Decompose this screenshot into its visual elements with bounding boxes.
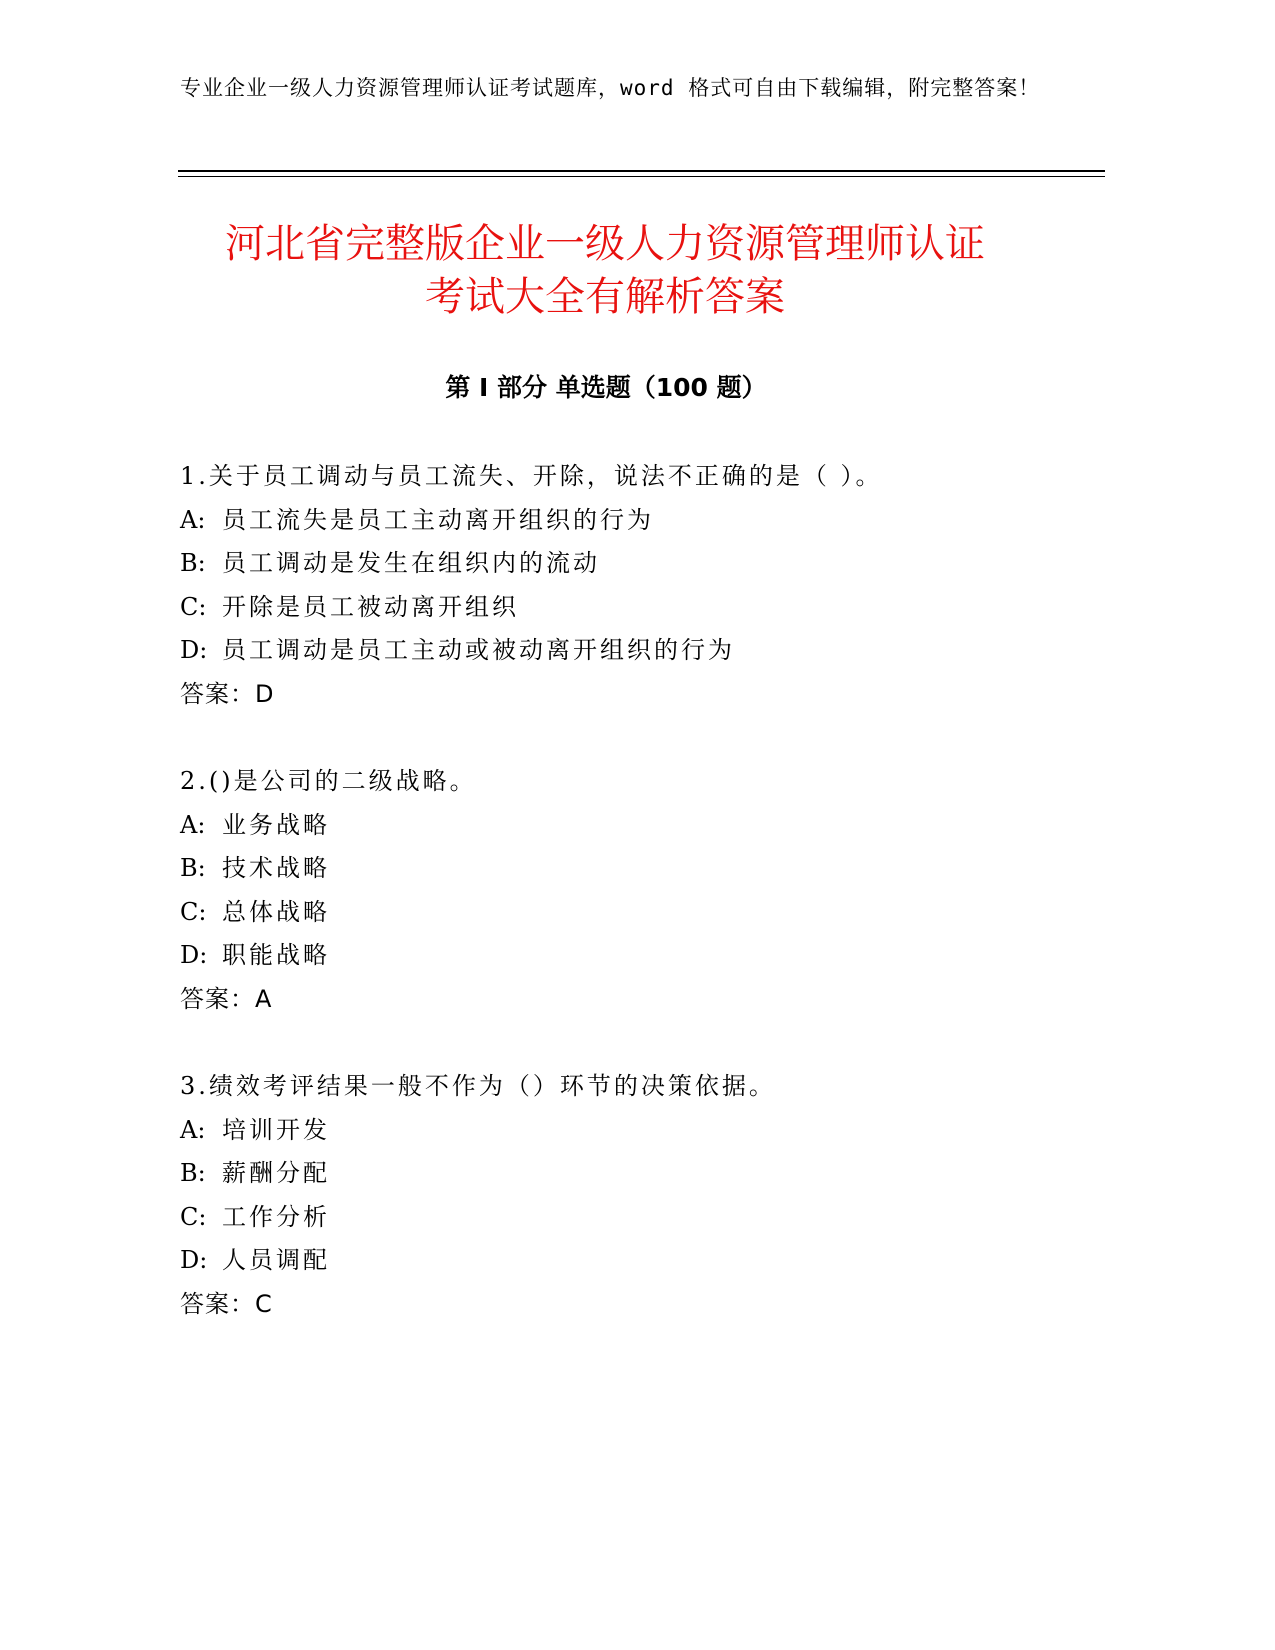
option-text: 技术战略 (222, 854, 330, 883)
option-c (180, 586, 1080, 630)
option-label: B: (180, 1159, 206, 1188)
header-note: 专业企业一级人力资源管理师认证考试题库，word 格式可自由下载编辑，附完整答案！ (180, 76, 1041, 100)
answer-prefix: 答案： (180, 984, 255, 1013)
option-text: 工作分析 (222, 1202, 330, 1231)
question-stem: 1.关于员工调动与员工流失、开除，说法不正确的是（ ）。 (180, 462, 883, 490)
option-b (180, 1152, 1080, 1196)
option-text: 员工流失是员工主动离开组织的行为 (222, 505, 654, 534)
option-c (180, 1196, 1080, 1240)
question-2 (180, 760, 1080, 1022)
answer-line (180, 1283, 1080, 1327)
option-a (180, 804, 1080, 848)
answer-prefix: 答案： (180, 1289, 255, 1318)
option-label: A: (180, 810, 206, 839)
option-a (180, 499, 1080, 543)
option-label: C: (180, 1202, 207, 1231)
header-divider-thin (178, 176, 1105, 177)
section-title: 第 I 部分 单选题（100 题） (445, 373, 767, 402)
answer-line (180, 978, 1080, 1022)
option-text: 人员调配 (222, 1246, 330, 1275)
option-text: 总体战略 (222, 897, 330, 926)
option-label: C: (180, 592, 207, 621)
option-label: D: (180, 636, 208, 665)
option-c (180, 891, 1080, 935)
option-text: 职能战略 (222, 941, 330, 970)
header-divider-thick (178, 170, 1105, 172)
option-text: 业务战略 (222, 810, 330, 839)
option-b (180, 542, 1080, 586)
option-label: D: (180, 1246, 208, 1275)
answer-prefix: 答案： (180, 679, 255, 708)
option-text: 开除是员工被动离开组织 (222, 592, 519, 621)
option-label: B: (180, 854, 206, 883)
answer-value: D (255, 679, 275, 708)
option-d (180, 934, 1080, 978)
option-a (180, 1109, 1080, 1153)
question-3 (180, 1065, 1080, 1327)
question-1 (180, 455, 1080, 717)
option-label: C: (180, 897, 207, 926)
option-label: A: (180, 505, 206, 534)
question-stem: 3.绩效考评结果一般不作为（）环节的决策依据。 (180, 1072, 776, 1100)
option-b (180, 847, 1080, 891)
document-title (150, 218, 1060, 324)
option-label: B: (180, 549, 206, 578)
title-line-2: 考试大全有解析答案 (425, 274, 785, 320)
title-line-1: 河北省完整版企业一级人力资源管理师认证 (225, 221, 985, 267)
option-text: 员工调动是员工主动或被动离开组织的行为 (222, 636, 735, 665)
option-text: 员工调动是发生在组织内的流动 (222, 549, 600, 578)
option-text: 薪酬分配 (222, 1159, 330, 1188)
answer-value: C (255, 1289, 273, 1318)
option-d (180, 1239, 1080, 1283)
question-stem: 2.()是公司的二级战略。 (180, 767, 477, 795)
answer-value: A (255, 984, 273, 1013)
option-text: 培训开发 (222, 1115, 330, 1144)
answer-line (180, 673, 1080, 717)
option-d (180, 629, 1080, 673)
option-label: A: (180, 1115, 206, 1144)
option-label: D: (180, 941, 208, 970)
